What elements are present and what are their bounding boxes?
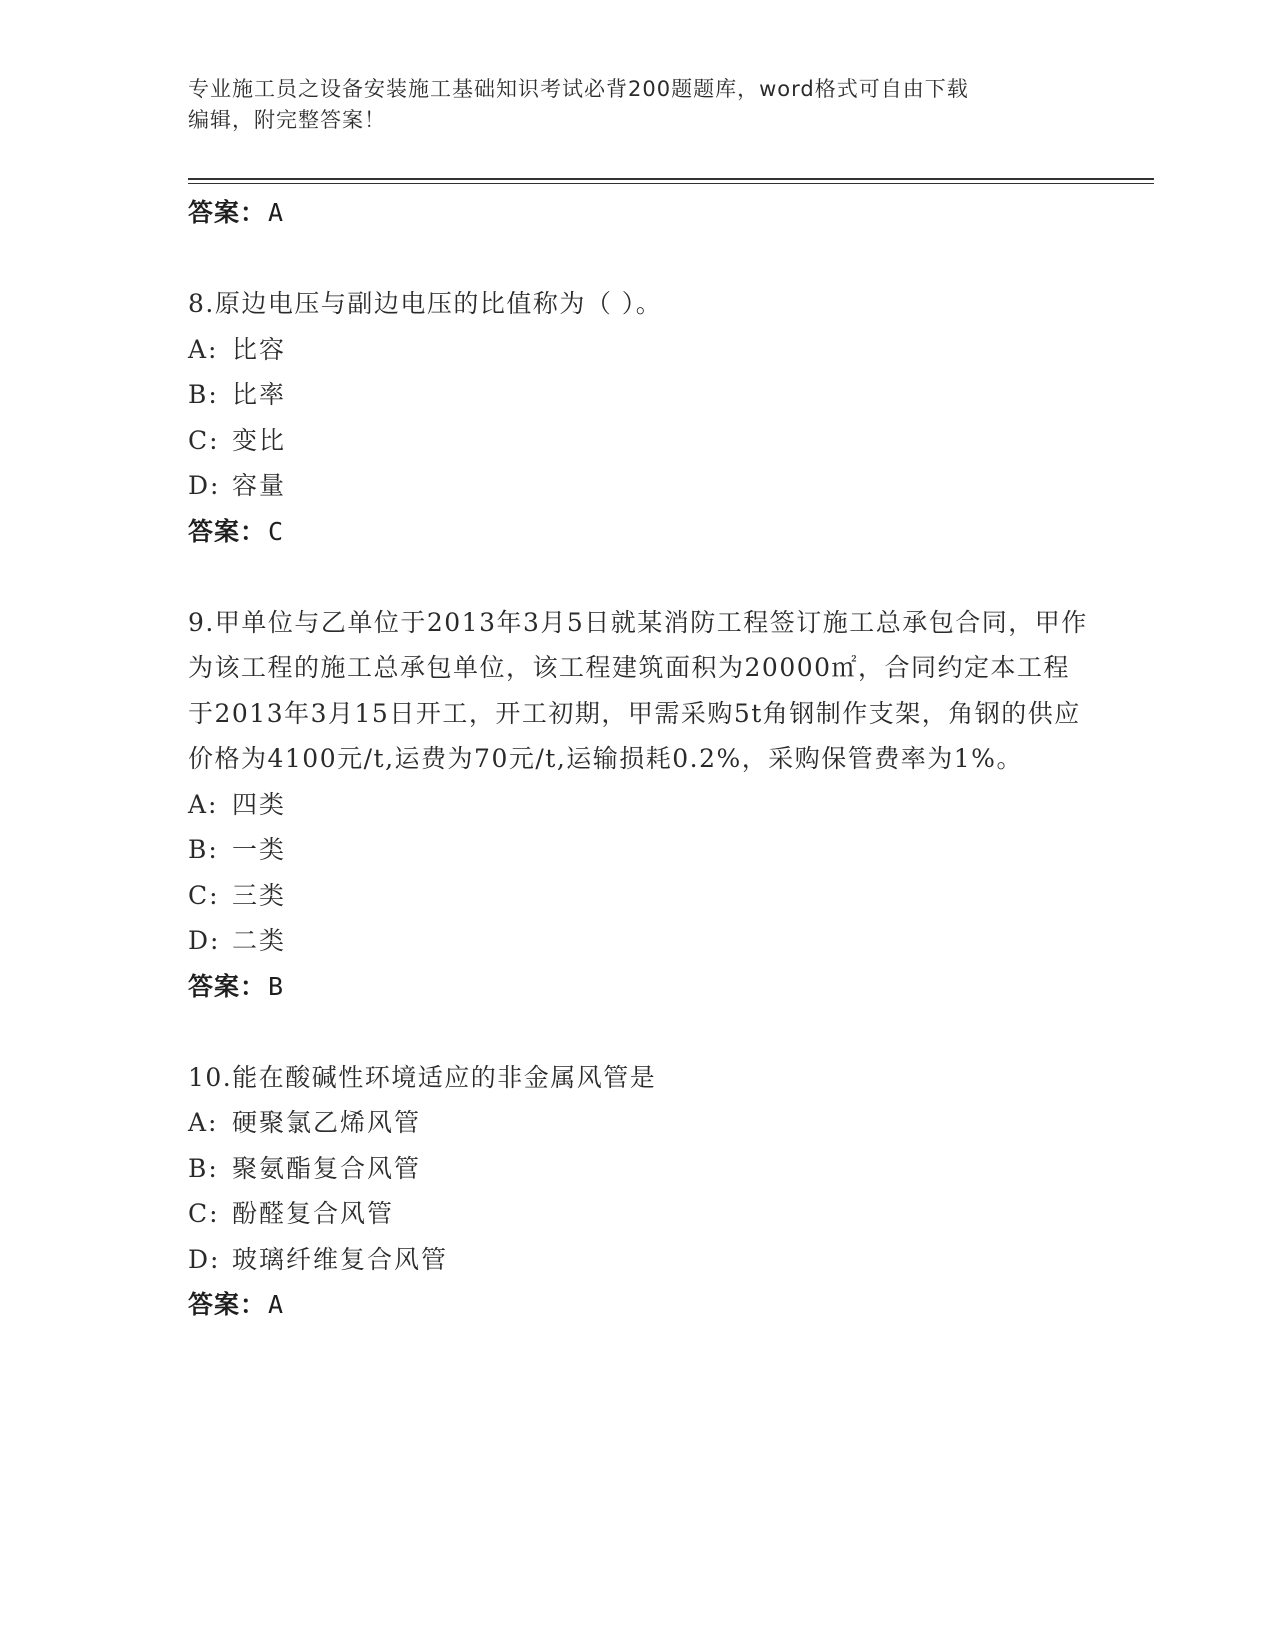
- question-8: [188, 281, 1088, 555]
- question-10: [188, 1055, 1088, 1329]
- answer-value: B: [268, 971, 285, 1001]
- answer-line: [188, 964, 1088, 1010]
- question-stem: 10.能在酸碱性环境适应的非金属风管是: [188, 1062, 657, 1092]
- option-d: [188, 918, 1088, 964]
- option-key: C:: [188, 880, 220, 910]
- option-text: 酚醛复合风管: [232, 1199, 395, 1228]
- option-key: B:: [188, 1153, 219, 1183]
- option-key: C:: [188, 425, 220, 455]
- option-a: [188, 1100, 1088, 1146]
- option-text: 聚氨酯复合风管: [232, 1153, 422, 1183]
- option-key: C:: [188, 1199, 220, 1228]
- option-b: [188, 1146, 1088, 1192]
- option-a: [188, 327, 1088, 373]
- answer-label: 答案：: [188, 971, 267, 1001]
- answer-label: 答案：: [188, 1290, 267, 1319]
- question-list: [188, 188, 1088, 1328]
- option-text: 二类: [232, 926, 287, 955]
- header-line-1: 专业施工员之设备安装施工基础知识考试必背200题题库，word格式可自由下载: [188, 77, 969, 101]
- option-key: B:: [188, 380, 219, 409]
- option-d: [188, 463, 1088, 509]
- option-text: 一类: [232, 835, 287, 864]
- option-key: A:: [188, 789, 219, 819]
- option-text: 比容: [232, 334, 287, 364]
- answer-line: [188, 509, 1088, 555]
- option-b: [188, 827, 1088, 873]
- answer-value: A: [268, 1290, 285, 1319]
- option-a: [188, 782, 1088, 828]
- option-text: 变比: [232, 425, 287, 455]
- option-b: [188, 372, 1088, 418]
- option-c: [188, 873, 1088, 919]
- previous-answer: [188, 190, 1088, 236]
- answer-line: [188, 1282, 1088, 1328]
- answer-label: 答案：: [188, 198, 267, 227]
- option-d: [188, 1237, 1088, 1283]
- answer-label: 答案：: [188, 516, 267, 546]
- option-c: [188, 418, 1088, 464]
- option-text: 容量: [232, 471, 287, 500]
- option-key: D:: [188, 1244, 221, 1274]
- option-key: A:: [188, 334, 219, 364]
- answer-value: C: [268, 516, 285, 546]
- option-key: D:: [188, 471, 221, 500]
- option-text: 比率: [232, 380, 287, 409]
- option-text: 玻璃纤维复合风管: [232, 1244, 449, 1274]
- header-divider-thin: [188, 183, 1154, 184]
- option-text: 硬聚氯乙烯风管: [232, 1108, 422, 1137]
- document-header: [188, 74, 1068, 136]
- option-text: 四类: [232, 789, 287, 819]
- question-stem: 9.甲单位与乙单位于2013年3月5日就某消防工程签订施工总承包合同，甲作为该工程的施工总承包单位，该工程建筑面积为20000㎡，合同约定本工程于2013年3月15日开工，开工初期，甲需采购5t角钢制作支架，角钢的供应价格为4100元/t,运费为70元/t,运输损耗0.2%，采购保管费率为1%。: [188, 607, 1088, 773]
- answer-value: A: [268, 198, 285, 227]
- question-stem: 8.原边电压与副边电压的比值称为（ ）。: [188, 289, 663, 318]
- header-line-2: 编辑，附完整答案！: [188, 108, 386, 132]
- option-key: A:: [188, 1108, 219, 1137]
- option-key: D:: [188, 926, 221, 955]
- option-c: [188, 1191, 1088, 1237]
- option-key: B:: [188, 835, 219, 864]
- question-9: [188, 600, 1088, 1010]
- option-text: 三类: [232, 880, 287, 910]
- header-divider-thick: [188, 178, 1154, 180]
